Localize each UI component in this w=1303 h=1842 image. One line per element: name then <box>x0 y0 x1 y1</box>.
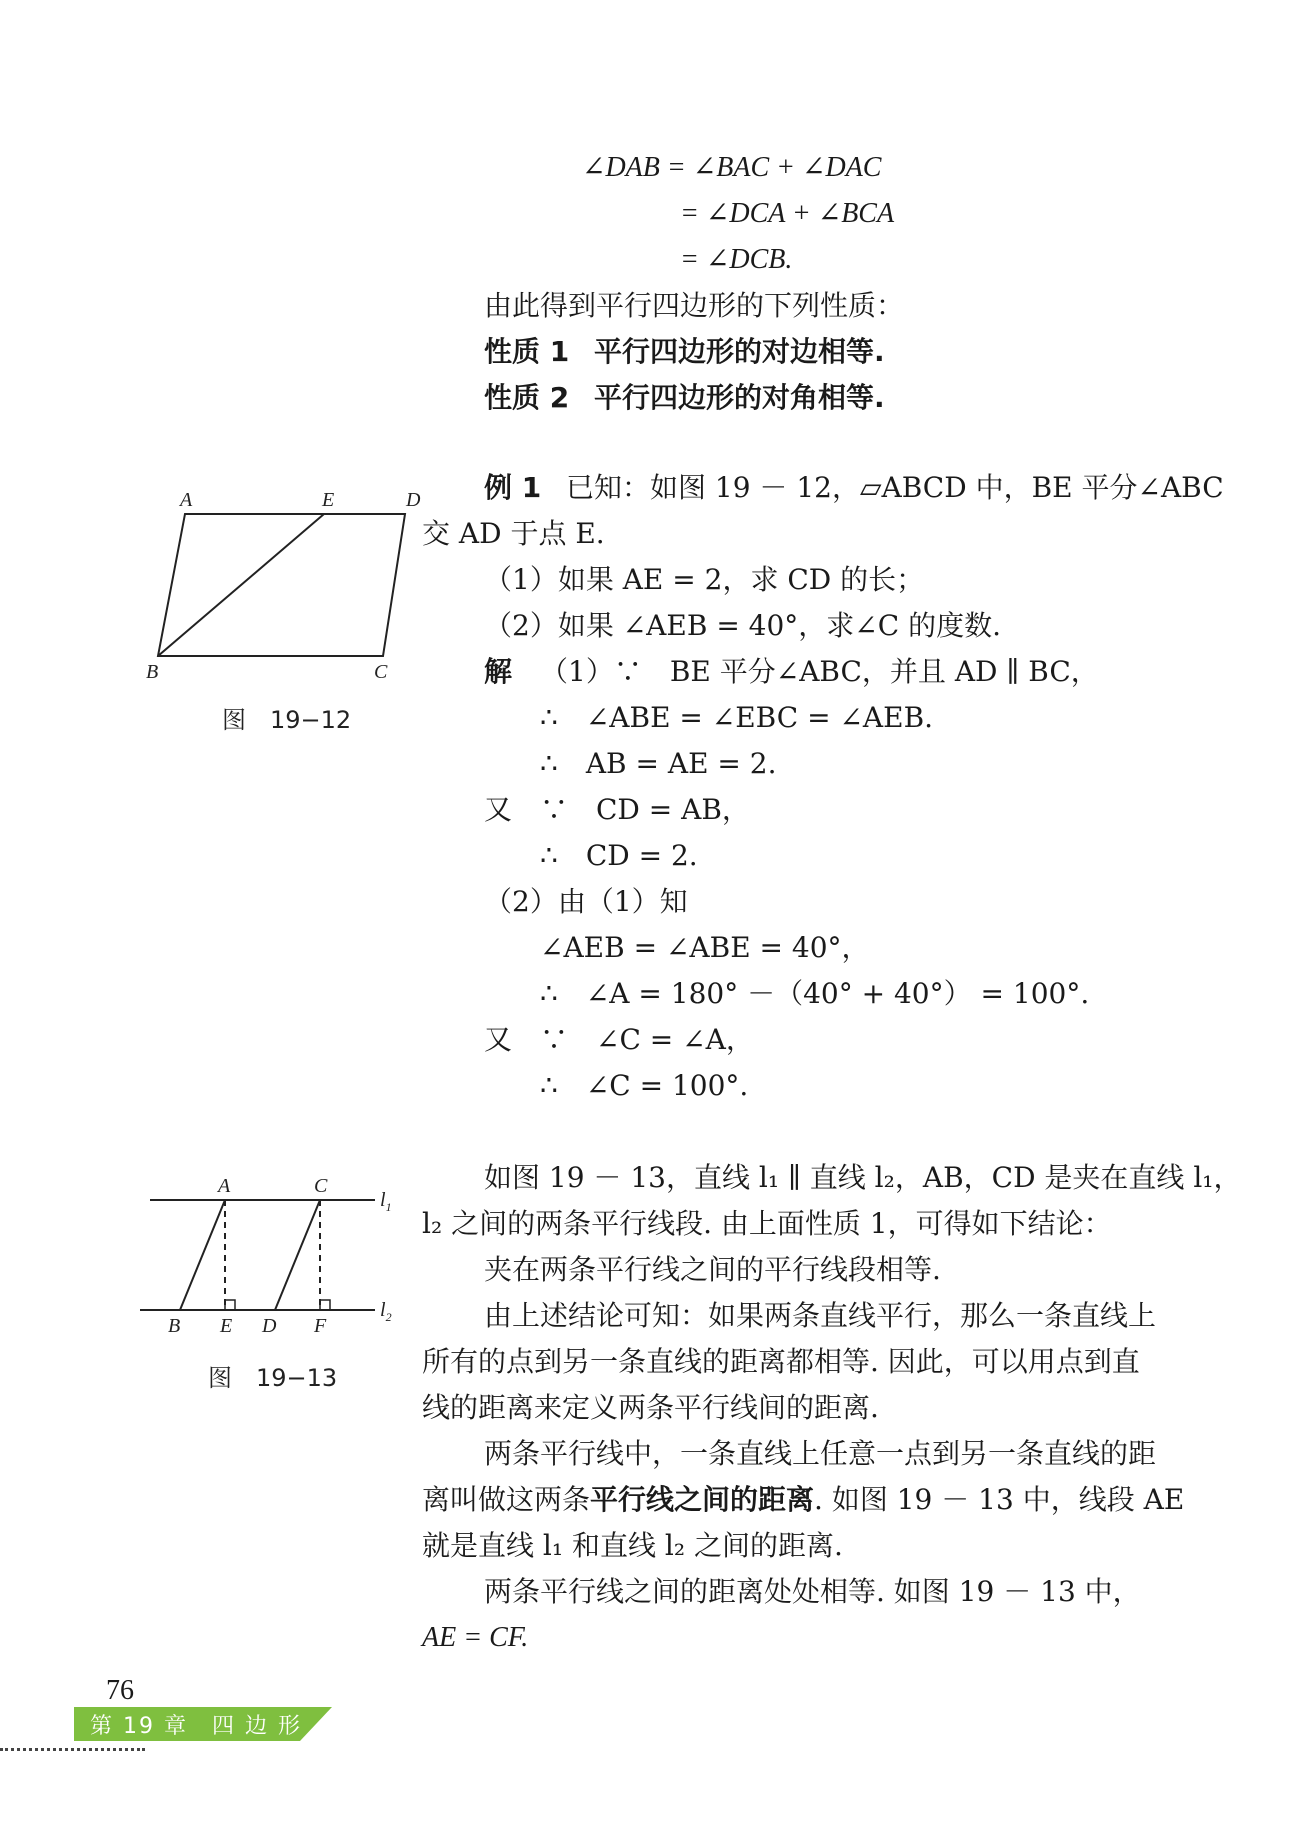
paragraph-3-line-2 <box>422 1482 1184 1518</box>
point-label-e: E <box>322 489 335 511</box>
point-label-e2: E <box>220 1315 233 1337</box>
solution-line-2: ∴ ∠ABE = ∠EBC = ∠AEB. <box>540 701 934 734</box>
property-2-label: 性质 2 <box>484 381 570 414</box>
example-line-1: 已知：如图 19 － 12，▱ABCD 中，BE 平分∠ABC <box>566 471 1224 504</box>
point-label-b: B <box>146 661 159 683</box>
right-angle-e <box>225 1300 235 1310</box>
properties-intro: 由此得到平行四边形的下列性质： <box>484 289 905 322</box>
point-label-d2: D <box>262 1315 277 1337</box>
property-1-label: 性质 1 <box>484 335 570 368</box>
term-parallel-distance: 平行线之间的距离 <box>590 1483 815 1516</box>
question-2: （2）如果 ∠AEB = 40°，求∠C 的度数. <box>484 609 1001 642</box>
point-label-f2: F <box>314 1315 327 1337</box>
question-1: （1）如果 AE = 2，求 CD 的长； <box>484 563 925 596</box>
paragraph-2-line-2: 所有的点到另一条直线的距离都相等. 因此，可以用点到直 <box>422 1345 1140 1378</box>
right-angle-f <box>320 1300 330 1310</box>
point-label-c2: C <box>314 1175 328 1197</box>
paragraph-3-line-2-start: 离叫做这两条 <box>422 1483 591 1516</box>
paragraph-2-line-3: 线的距离来定义两条平行线间的距离. <box>422 1391 879 1424</box>
segment-ab <box>180 1200 225 1310</box>
footer-dotted-rule <box>0 1748 145 1751</box>
point-label-c: C <box>374 661 388 683</box>
property-2-text: 平行四边形的对角相等. <box>594 381 885 414</box>
point-label-b2: B <box>168 1315 181 1337</box>
segment-be <box>158 514 324 656</box>
parallelogram-abcd <box>158 514 405 656</box>
line-label-l2: $l_2$ <box>380 1299 392 1324</box>
solution-line-7: ∠AEB = ∠ABE = 40°， <box>540 931 870 964</box>
solution-line-1: （1）∵ BE 平分∠ABC，并且 AD ∥ BC， <box>540 655 1099 688</box>
figure-19-13 <box>130 1170 420 1340</box>
point-label-a: A <box>180 489 193 511</box>
figure-19-13-caption: 图 19−13 <box>208 1364 338 1392</box>
line-label-l1: $l_1$ <box>380 1189 392 1214</box>
figure-19-12 <box>140 484 430 684</box>
example-line-2: 交 AD 于点 E. <box>422 517 605 550</box>
paragraph-1-line-2: l₂ 之间的两条平行线段. 由上面性质 1，可得如下结论： <box>422 1207 1112 1240</box>
segment-cd <box>275 1200 320 1310</box>
paragraph-1-line-1: 如图 19 － 13，直线 l₁ ∥ 直线 l₂，AB，CD 是夹在直线 l₁， <box>484 1161 1242 1194</box>
paragraph-3-line-3: 就是直线 l₁ 和直线 l₂ 之间的距离. <box>422 1529 843 1562</box>
solution-line-9: 又 ∵ ∠C = ∠A， <box>484 1023 754 1056</box>
solution-line-6: （2）由（1）知 <box>484 885 688 918</box>
solution-line-4: 又 ∵ CD = AB， <box>484 793 750 826</box>
point-label-d: D <box>406 489 421 511</box>
figure-19-12-caption: 图 19−12 <box>222 706 352 734</box>
property-1-text: 平行四边形的对边相等. <box>594 335 885 368</box>
example-label: 例 1 <box>484 471 542 504</box>
page-number: 76 <box>106 1675 134 1706</box>
point-label-a2: A <box>218 1175 231 1197</box>
paragraph-4-line-1: 两条平行线之间的距离处处相等. 如图 19 － 13 中， <box>484 1575 1141 1608</box>
solution-line-3: ∴ AB = AE = 2. <box>540 747 777 780</box>
paragraph-3-line-2-end: . 如图 19 － 13 中，线段 AE <box>814 1483 1185 1516</box>
paragraph-4-line-2: AE = CF. <box>422 1622 529 1653</box>
paragraph-3-line-1: 两条平行线中，一条直线上任意一点到另一条直线的距 <box>484 1437 1157 1470</box>
solution-line-8: ∴ ∠A = 180° －（40° + 40°） = 100°. <box>540 977 1090 1010</box>
conclusion: 夹在两条平行线之间的平行线段相等. <box>484 1253 941 1286</box>
solution-line-10: ∴ ∠C = 100°. <box>540 1069 749 1102</box>
proof-line-2: = ∠DCA + ∠BCA <box>680 198 895 229</box>
solution-line-5: ∴ CD = 2. <box>540 839 698 872</box>
chapter-label: 第 19 章 四 边 形 <box>90 1714 302 1739</box>
paragraph-2-line-1: 由上述结论可知：如果两条直线平行，那么一条直线上 <box>484 1299 1157 1332</box>
proof-line-1: ∠DAB = ∠BAC + ∠DAC <box>582 152 882 183</box>
proof-line-3: = ∠DCB. <box>680 244 793 275</box>
solution-label: 解 <box>484 655 513 688</box>
